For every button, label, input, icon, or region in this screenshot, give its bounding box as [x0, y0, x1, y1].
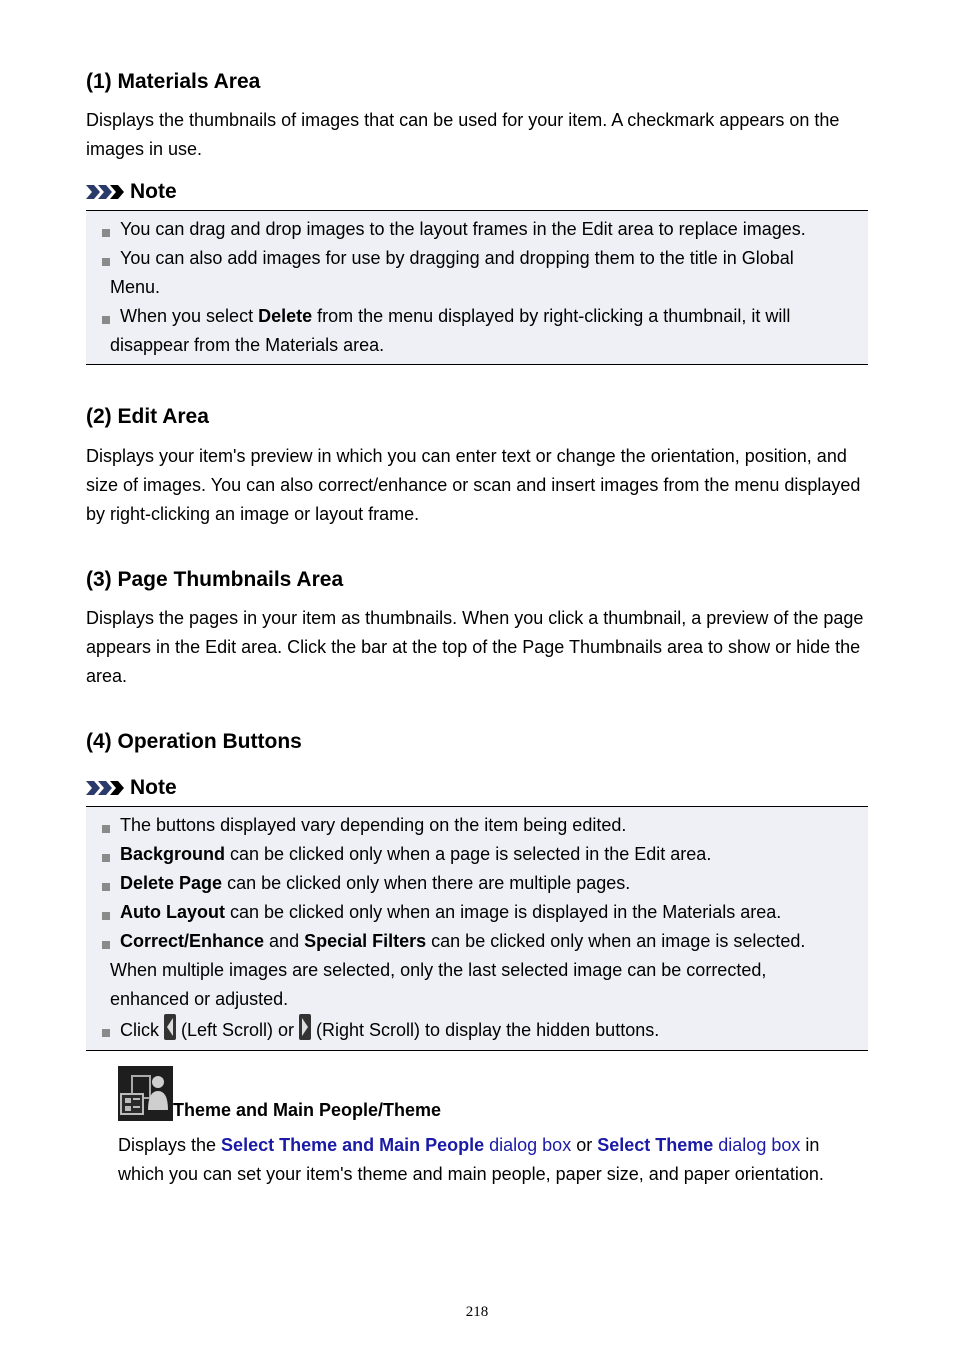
theme-button-title: Theme and Main People/Theme	[173, 1100, 442, 1120]
note-bold-term: Delete Page	[120, 873, 223, 893]
note-text: (Right Scroll) to display the hidden buttons.	[311, 1020, 660, 1040]
theme-text: Displays the	[118, 1135, 222, 1155]
note-text: You can drag and drop images to the layout frames in the Edit area to replace images.	[120, 219, 806, 239]
note-text-continued: enhanced or adjusted.	[110, 989, 289, 1009]
section-title-operation-buttons: (4) Operation Buttons	[86, 730, 302, 753]
edit-description: Displays your item's preview in which you can enter text or change the orientation, position, and size of images. You can also correct/enhance or scan and insert images from the menu displayed by right-clicking an image or layout frame.	[86, 446, 861, 524]
note-text: You can also add images for use by dragging and dropping them to the title in Global	[120, 248, 794, 268]
note-header	[86, 774, 177, 802]
select-theme-dialog-link[interactable]: Select Theme dialog box	[597, 1135, 801, 1155]
bullet-icon	[102, 825, 110, 833]
note-item	[102, 927, 854, 1014]
note-text: and	[264, 931, 305, 951]
select-theme-main-people-dialog-link[interactable]: Select Theme and Main People dialog box	[221, 1135, 572, 1155]
note-text-continued: Menu.	[110, 277, 161, 297]
note-text: The buttons displayed vary depending on the item being edited.	[120, 815, 627, 835]
note-item	[102, 840, 854, 869]
note-text: from the menu displayed by right-clicking a thumbnail, it will	[312, 306, 791, 326]
note-item	[102, 1014, 854, 1046]
note-bold-term: Auto Layout	[120, 902, 225, 922]
operation-note-box	[86, 806, 868, 1051]
note-bold-term: Background	[120, 844, 226, 864]
note-text: Click	[120, 1020, 164, 1040]
theme-button-header	[118, 1066, 870, 1121]
materials-description: Displays the thumbnails of images that can be used for your item. A checkmark appears on the images in use.	[86, 110, 840, 159]
bullet-icon	[102, 854, 110, 862]
section-title-edit: (2) Edit Area	[86, 405, 209, 428]
note-bold-term: Delete	[258, 306, 313, 326]
bullet-icon	[102, 229, 110, 237]
theme-text: in which you can set your item's theme and main people, paper size, and paper orientation.	[118, 1135, 824, 1184]
note-text: When you select	[120, 306, 259, 326]
note-item	[102, 898, 854, 927]
section-title-materials: (1) Materials Area	[86, 70, 261, 93]
note-text: can be clicked only when there are multiple pages.	[222, 873, 631, 893]
bullet-icon	[102, 912, 110, 920]
theme-button-text	[118, 1131, 870, 1189]
page-thumbnails-description: Displays the pages in your item as thumbnails. When you click a thumbnail, a preview of the page appears in the Edit area. Click the bar at the top of the Page Thumbnails area to show or hide the area.	[86, 608, 864, 686]
bullet-icon	[102, 1029, 110, 1037]
page-number: 218	[465, 1304, 489, 1320]
note-item	[102, 215, 854, 244]
note-text: can be clicked only when an image is displayed in the Materials area.	[225, 902, 782, 922]
right-scroll-icon	[299, 1014, 311, 1040]
note-item	[102, 302, 854, 360]
note-item	[102, 811, 854, 840]
note-label: Note	[130, 776, 177, 799]
section-title-page-thumbnails: (3) Page Thumbnails Area	[86, 568, 344, 591]
theme-button-description	[118, 1066, 870, 1189]
note-text: can be clicked only when an image is selected.	[426, 931, 806, 951]
note-bold-term: Special Filters	[304, 931, 427, 951]
note-text: can be clicked only when a page is selected in the Edit area.	[225, 844, 712, 864]
theme-and-main-people-icon	[118, 1066, 173, 1121]
note-text: (Left Scroll) or	[176, 1020, 300, 1040]
bullet-icon	[102, 941, 110, 949]
note-arrows-icon	[86, 779, 126, 797]
note-label: Note	[130, 180, 177, 203]
note-item	[102, 869, 854, 898]
note-bold-term: Correct/Enhance	[120, 931, 265, 951]
note-header	[86, 178, 177, 206]
note-arrows-icon	[86, 183, 126, 201]
materials-note-box	[86, 210, 868, 365]
bullet-icon	[102, 316, 110, 324]
left-scroll-icon	[164, 1014, 176, 1040]
theme-text: or	[571, 1135, 598, 1155]
bullet-icon	[102, 883, 110, 891]
note-text-continued: When multiple images are selected, only the last selected image can be corrected,	[110, 960, 767, 980]
note-item	[102, 244, 854, 302]
note-text-continued: disappear from the Materials area.	[110, 335, 385, 355]
bullet-icon	[102, 258, 110, 266]
